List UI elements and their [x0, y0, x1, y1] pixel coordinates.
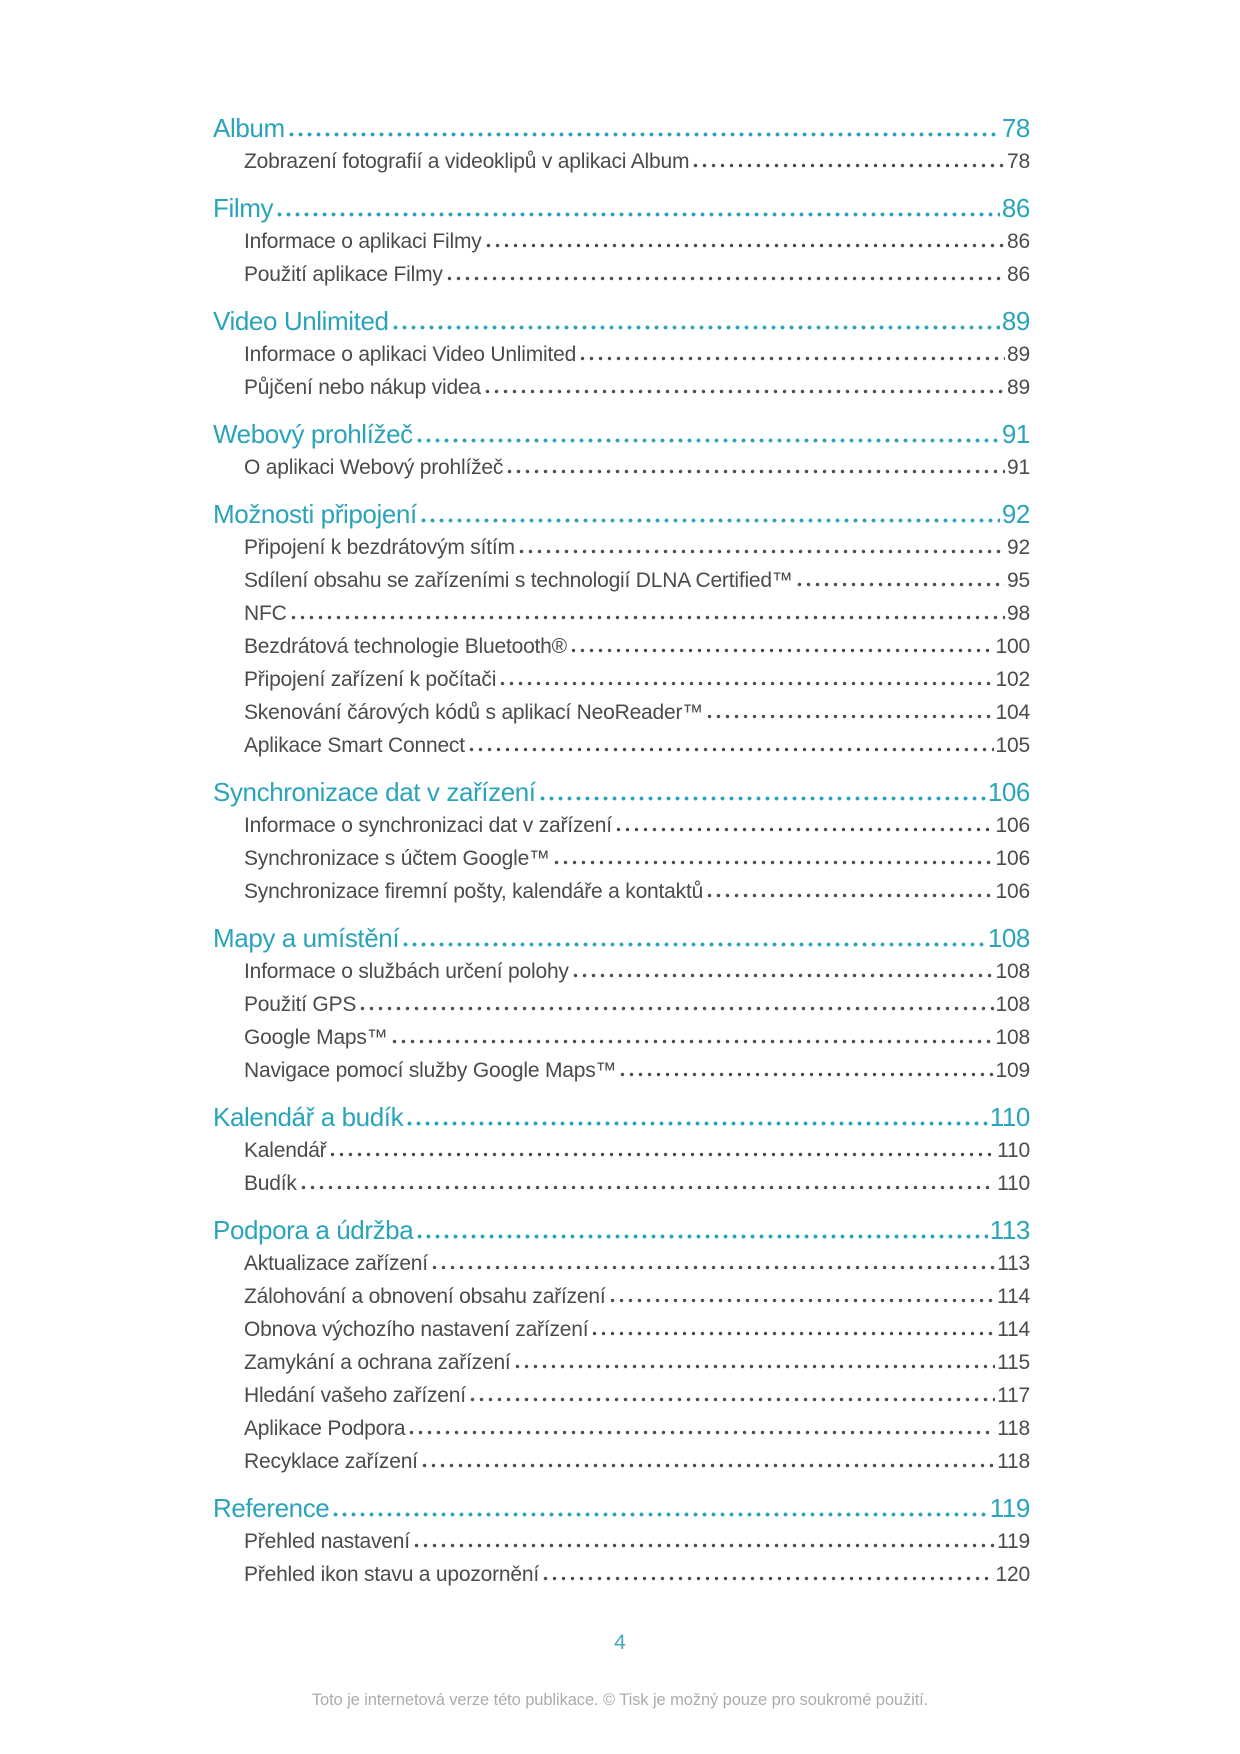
section-title: Kalendář a budík	[213, 1102, 404, 1132]
entry-title: O aplikaci Webový prohlížeč	[244, 456, 504, 479]
toc-section-heading[interactable]	[213, 418, 1030, 451]
page-number: 78	[1007, 150, 1030, 173]
toc-entry[interactable]	[213, 338, 1030, 371]
toc-entry[interactable]	[213, 145, 1030, 178]
dot-leader	[468, 1397, 995, 1402]
toc-section-heading[interactable]	[213, 112, 1030, 145]
toc-entry[interactable]	[213, 1054, 1030, 1087]
page-number: 118	[997, 1417, 1030, 1440]
entry-title: Informace o synchronizaci dat v zařízení	[244, 814, 612, 837]
page-number: 89	[1001, 306, 1030, 336]
dot-leader	[430, 1265, 995, 1270]
entry-title: Informace o aplikaci Filmy	[244, 230, 482, 253]
page-number: 120	[995, 1563, 1030, 1586]
footer-page-number: 4	[614, 1631, 626, 1654]
dot-leader	[405, 1121, 988, 1126]
entry-title: Bezdrátová technologie Bluetooth®	[244, 635, 567, 658]
toc-section-heading[interactable]	[213, 1492, 1030, 1525]
toc-entry[interactable]	[213, 1280, 1030, 1313]
page-number: 114	[997, 1285, 1030, 1308]
toc-entry[interactable]	[213, 1021, 1030, 1054]
dot-leader	[795, 582, 1005, 587]
dot-leader	[498, 681, 993, 686]
dot-leader	[569, 648, 994, 653]
page-number: 86	[1007, 263, 1030, 286]
dot-leader	[614, 827, 994, 832]
toc-entry[interactable]	[213, 1412, 1030, 1445]
dot-leader	[483, 389, 1005, 394]
dot-leader	[331, 1512, 987, 1517]
page-number: 108	[987, 923, 1030, 953]
toc-section-heading[interactable]	[213, 776, 1030, 809]
entry-title: Obnova výchozího nastavení zařízení	[244, 1318, 589, 1341]
toc-entry[interactable]	[213, 1379, 1030, 1412]
page-number: 113	[997, 1252, 1030, 1275]
toc-list	[213, 112, 1030, 1591]
dot-leader	[705, 714, 993, 719]
page-number: 102	[995, 668, 1030, 691]
dot-leader	[552, 860, 994, 865]
dot-leader	[299, 1185, 995, 1190]
entry-title: Budík	[244, 1172, 297, 1195]
dot-leader	[289, 615, 1005, 620]
entry-title: NFC	[244, 602, 287, 625]
toc-entry[interactable]	[213, 1445, 1030, 1478]
toc-entry[interactable]	[213, 597, 1030, 630]
dot-leader	[287, 132, 1000, 137]
page-number: 108	[995, 1026, 1030, 1049]
page-number: 106	[995, 814, 1030, 837]
section-title: Možnosti připojení	[213, 499, 417, 529]
section-title: Reference	[213, 1493, 330, 1523]
page-number: 95	[1007, 569, 1030, 592]
section-title: Video Unlimited	[213, 306, 389, 336]
entry-title: Hledání vašeho zařízení	[244, 1384, 466, 1407]
entry-title: Aplikace Podpora	[244, 1417, 406, 1440]
toc-entry[interactable]	[213, 1167, 1030, 1200]
toc-entry[interactable]	[213, 696, 1030, 729]
toc-entry[interactable]	[213, 1346, 1030, 1379]
dot-leader	[275, 212, 1000, 217]
page-number: 104	[995, 701, 1030, 724]
toc-entry[interactable]	[213, 663, 1030, 696]
toc-entry[interactable]	[213, 564, 1030, 597]
toc-section-heading[interactable]	[213, 498, 1030, 531]
dot-leader	[407, 1430, 995, 1435]
dot-leader	[538, 796, 986, 801]
page-number: 100	[995, 635, 1030, 658]
page-number: 113	[989, 1215, 1030, 1245]
entry-title: Půjčení nebo nákup videa	[244, 376, 481, 399]
entry-title: Synchronizace s účtem Google™	[244, 847, 550, 870]
page-number: 86	[1001, 193, 1030, 223]
page-number: 110	[997, 1172, 1030, 1195]
footer-copyright-note: Toto je internetová verze této publikace. © Tisk je možný pouze pro soukromé použití.	[311, 1691, 929, 1709]
page-number: 86	[1007, 230, 1030, 253]
entry-title: Zobrazení fotografií a videoklipů v aplikaci Album	[244, 150, 690, 173]
page-number: 92	[1001, 499, 1030, 529]
dot-leader	[541, 1576, 994, 1581]
page-number: 106	[987, 777, 1030, 807]
page-number: 109	[995, 1059, 1030, 1082]
dot-leader	[691, 163, 1005, 168]
toc-entry[interactable]	[213, 258, 1030, 291]
dot-leader	[419, 518, 1000, 523]
section-title: Album	[213, 113, 285, 143]
entry-title: Použití aplikace Filmy	[244, 263, 443, 286]
page-number: 106	[995, 880, 1030, 903]
page-number: 98	[1007, 602, 1030, 625]
entry-title: Sdílení obsahu se zařízeními s technologií DLNA Certified™	[244, 569, 793, 592]
entry-title: Navigace pomocí služby Google Maps™	[244, 1059, 617, 1082]
section-title: Synchronizace dat v zařízení	[213, 777, 536, 807]
dot-leader	[608, 1298, 996, 1303]
dot-leader	[578, 356, 1005, 361]
toc-entry[interactable]	[213, 1313, 1030, 1346]
dot-leader	[571, 973, 994, 978]
toc-entry[interactable]	[213, 630, 1030, 663]
entry-title: Připojení zařízení k počítači	[244, 668, 497, 691]
page-number: 110	[989, 1102, 1030, 1132]
entry-title: Kalendář	[244, 1139, 327, 1162]
dot-leader	[391, 325, 1000, 330]
toc-entry[interactable]	[213, 1558, 1030, 1591]
toc-entry[interactable]	[213, 955, 1030, 988]
dot-leader	[420, 1463, 995, 1468]
entry-title: Recyklace zařízení	[244, 1450, 418, 1473]
dot-leader	[517, 549, 1005, 554]
dot-leader	[484, 243, 1005, 248]
page-number: 117	[997, 1384, 1030, 1407]
section-title: Podpora a údržba	[213, 1215, 414, 1245]
toc-entry[interactable]	[213, 225, 1030, 258]
toc-entry[interactable]	[213, 809, 1030, 842]
page-number: 119	[989, 1493, 1030, 1523]
page-number: 108	[995, 993, 1030, 1016]
page-number: 92	[1007, 536, 1030, 559]
toc-section-heading[interactable]	[213, 1214, 1030, 1247]
entry-title: Aktualizace zařízení	[244, 1252, 428, 1275]
dot-leader	[415, 1234, 987, 1239]
page-number: 89	[1007, 376, 1030, 399]
entry-title: Přehled nastavení	[244, 1530, 410, 1553]
dot-leader	[390, 1039, 994, 1044]
dot-leader	[705, 893, 993, 898]
page-number: 118	[997, 1450, 1030, 1473]
toc-entry[interactable]	[213, 842, 1030, 875]
toc-entry[interactable]	[213, 531, 1030, 564]
page-number: 91	[1007, 456, 1030, 479]
toc-entry[interactable]	[213, 875, 1030, 908]
toc-entry[interactable]	[213, 1247, 1030, 1280]
toc-section-heading[interactable]	[213, 922, 1030, 955]
dot-leader	[328, 1152, 995, 1157]
entry-title: Zamykání a ochrana zařízení	[244, 1351, 511, 1374]
section-title: Mapy a umístění	[213, 923, 400, 953]
page-number: 106	[995, 847, 1030, 870]
dot-leader	[401, 942, 986, 947]
entry-title: Google Maps™	[244, 1026, 388, 1049]
toc-section-heading[interactable]	[213, 305, 1030, 338]
entry-title: Synchronizace firemní pošty, kalendáře a kontaktů	[244, 880, 704, 903]
dot-leader	[513, 1364, 996, 1369]
page-number: 78	[1001, 113, 1030, 143]
page-number: 110	[997, 1139, 1030, 1162]
page-number: 114	[997, 1318, 1030, 1341]
dot-leader	[590, 1331, 995, 1336]
entry-title: Informace o službách určení polohy	[244, 960, 569, 983]
toc-entry[interactable]	[213, 1134, 1030, 1167]
toc-entry[interactable]	[213, 1525, 1030, 1558]
entry-title: Aplikace Smart Connect	[244, 734, 465, 757]
toc-entry[interactable]	[213, 729, 1030, 762]
page-number: 105	[995, 734, 1030, 757]
page-number: 115	[997, 1351, 1030, 1374]
entry-title: Informace o aplikaci Video Unlimited	[244, 343, 577, 366]
page-number: 91	[1001, 419, 1030, 449]
dot-leader	[445, 276, 1005, 281]
section-title: Filmy	[213, 193, 274, 223]
entry-title: Připojení k bezdrátovým sítím	[244, 536, 515, 559]
dot-leader	[505, 469, 1005, 474]
dot-leader	[467, 747, 994, 752]
toc-section-heading[interactable]	[213, 1101, 1030, 1134]
entry-title: Zálohování a obnovení obsahu zařízení	[244, 1285, 606, 1308]
toc-entry[interactable]	[213, 988, 1030, 1021]
dot-leader	[358, 1006, 993, 1011]
toc-entry[interactable]	[213, 451, 1030, 484]
entry-title: Použití GPS	[244, 993, 357, 1016]
section-title: Webový prohlížeč	[213, 419, 413, 449]
toc-section-heading[interactable]	[213, 192, 1030, 225]
entry-title: Skenování čárových kódů s aplikací NeoReader™	[244, 701, 704, 724]
entry-title: Přehled ikon stavu a upozornění	[244, 1563, 539, 1586]
page-number: 119	[997, 1530, 1030, 1553]
dot-leader	[412, 1543, 995, 1548]
dot-leader	[415, 438, 1000, 443]
page-number: 108	[995, 960, 1030, 983]
toc-entry[interactable]	[213, 371, 1030, 404]
dot-leader	[618, 1072, 993, 1077]
page-number: 89	[1007, 343, 1030, 366]
